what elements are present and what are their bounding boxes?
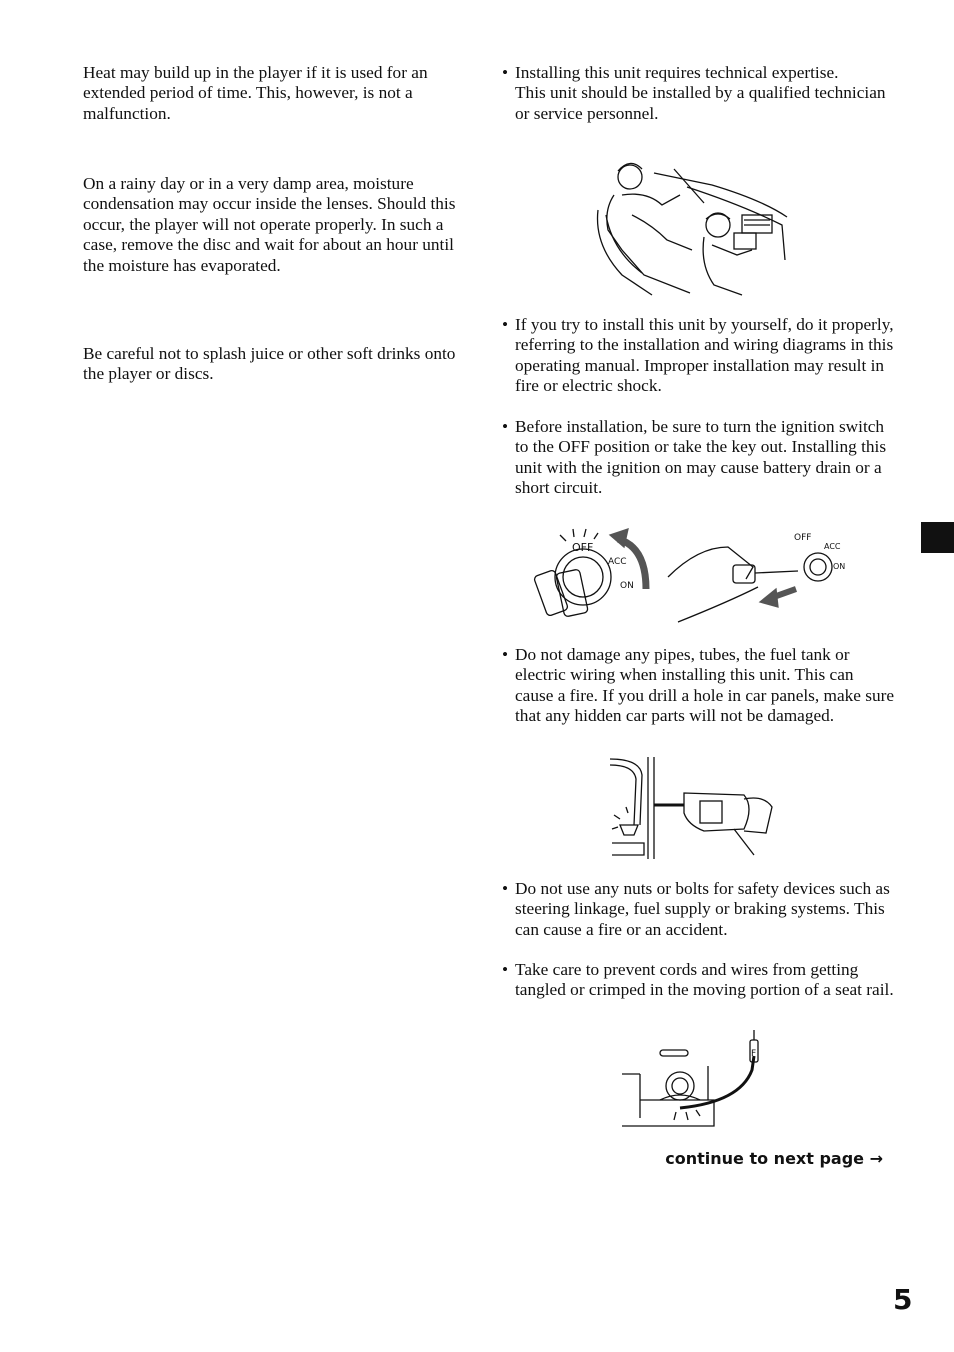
- ignition-right-on-label: ON: [833, 562, 846, 571]
- ignition-left-on-label: ON: [620, 581, 634, 591]
- continue-to-next-page: [560, 1149, 883, 1168]
- bullet-dot: •: [502, 879, 509, 898]
- bullet-dot: •: [502, 960, 509, 979]
- bullet-dot: •: [502, 315, 509, 334]
- bullet-technical-expertise: [502, 63, 895, 124]
- bullet-text: Installing this unit requires technical expertise. This unit should be installed by a qualified technician or service personnel.: [515, 63, 886, 123]
- ignition-left-acc-label: ACC: [608, 557, 627, 567]
- bullet-ignition-off: [502, 417, 895, 499]
- bullet-install-yourself: [502, 315, 895, 397]
- ignition-key-illustration: [528, 527, 858, 627]
- page-number: 5: [893, 1283, 913, 1316]
- bullet-dot: •: [502, 645, 509, 664]
- bullet-text: If you try to install this unit by yourself, do it properly, referring to the installation and wiring diagrams in this operating manual. Improper installation may result in fire or electric shock.: [515, 315, 894, 396]
- splash-paragraph: Be careful not to splash juice or other soft drinks onto the player or discs.: [83, 344, 456, 384]
- bullet-text: Before installation, be sure to turn the ignition switch to the OFF position or take the key out. Installing this unit with the ignition on may cause battery drain or a short circuit.: [515, 417, 887, 498]
- ignition-right-off-label: OFF: [794, 533, 812, 543]
- bullet-do-not-damage: [502, 645, 895, 727]
- drill-panel-illustration: [604, 755, 776, 863]
- bullet-text: Do not use any nuts or bolts for safety devices such as steering linkage, fuel supply or braking systems. This can cause a fire or an accident.: [515, 879, 890, 939]
- fuse-label: F: [751, 1049, 757, 1059]
- continue-text: continue to next page: [665, 1149, 865, 1168]
- bullet-nuts-bolts: [502, 879, 895, 940]
- moisture-paragraph: On a rainy day or in a very damp area, moisture condensation may occur inside the lenses. Should this occur, the player will not operate properly. In such a case, remove the disc and wait for about an hour until the moisture has evaporated.: [83, 174, 456, 275]
- ignition-left-off-label: OFF: [572, 541, 594, 554]
- seat-rail-wire-illustration: [620, 1030, 770, 1132]
- installation-technician-illustration: [592, 155, 792, 300]
- heat-paragraph: Heat may build up in the player if it is used for an extended period of time. This, however, is not a malfunction.: [83, 63, 428, 123]
- bullet-dot: •: [502, 63, 509, 82]
- bullet-text: Do not damage any pipes, tubes, the fuel tank or electric wiring when installing this unit. This can cause a fire. If you drill a hole in car panels, make sure that any hidden car parts will not be damaged.: [515, 645, 895, 726]
- section-tab-marker: [921, 522, 954, 553]
- bullet-cords-wires: [502, 960, 895, 1001]
- bullet-dot: •: [502, 417, 509, 436]
- ignition-right-acc-label: ACC: [824, 542, 841, 551]
- arrow-right-icon: →: [869, 1149, 883, 1168]
- bullet-text: Take care to prevent cords and wires from getting tangled or crimped in the moving portion of a seat rail.: [515, 960, 894, 1000]
